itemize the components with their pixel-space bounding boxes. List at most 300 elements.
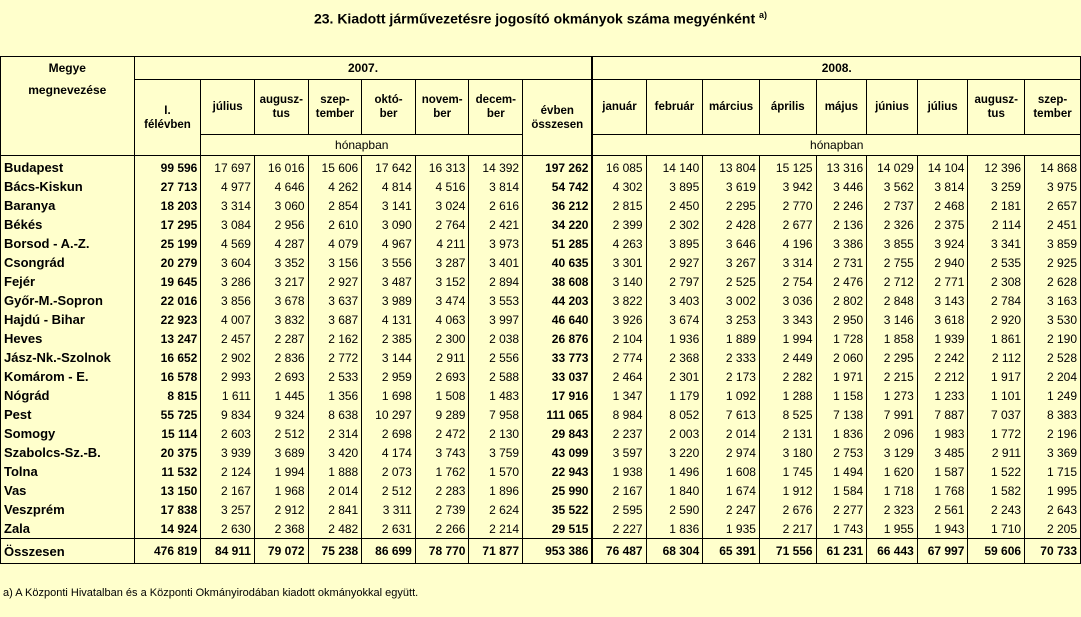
value-cell: 2 739 bbox=[415, 500, 469, 519]
value-cell: 2 451 bbox=[1025, 215, 1081, 234]
value-cell: 3 144 bbox=[362, 348, 416, 367]
county-name: Szabolcs-Sz.-B. bbox=[1, 443, 135, 462]
value-cell: 16 578 bbox=[134, 367, 201, 386]
value-cell: 8 815 bbox=[134, 386, 201, 405]
value-cell: 4 516 bbox=[415, 177, 469, 196]
table-row bbox=[1, 310, 1081, 329]
county-name: Összesen bbox=[1, 539, 135, 564]
value-cell: 20 279 bbox=[134, 253, 201, 272]
header-line-1: szep- bbox=[320, 94, 350, 106]
value-cell: 197 262 bbox=[523, 156, 593, 178]
value-cell: 2 603 bbox=[201, 424, 255, 443]
value-cell: 2 993 bbox=[201, 367, 255, 386]
value-cell: 14 868 bbox=[1025, 156, 1081, 178]
month-2008-header bbox=[703, 80, 760, 135]
value-cell: 44 203 bbox=[523, 291, 593, 310]
value-cell: 2 610 bbox=[308, 215, 362, 234]
value-cell: 7 037 bbox=[968, 405, 1025, 424]
value-cell: 2 848 bbox=[867, 291, 918, 310]
table-row bbox=[1, 253, 1081, 272]
value-cell: 2 561 bbox=[917, 500, 968, 519]
value-cell: 2 737 bbox=[867, 196, 918, 215]
value-cell: 2 482 bbox=[308, 519, 362, 539]
header-line-1: decem- bbox=[475, 94, 516, 106]
value-cell: 15 125 bbox=[759, 156, 816, 178]
table-row bbox=[1, 405, 1081, 424]
value-cell: 2 215 bbox=[867, 367, 918, 386]
value-cell: 2 242 bbox=[917, 348, 968, 367]
value-cell: 2 927 bbox=[646, 253, 703, 272]
value-cell: 7 958 bbox=[469, 405, 523, 424]
table-title bbox=[0, 10, 1081, 27]
value-cell: 1 896 bbox=[469, 481, 523, 500]
value-cell: 2 314 bbox=[308, 424, 362, 443]
header-line-1: január bbox=[602, 101, 637, 113]
value-cell: 29 843 bbox=[523, 424, 593, 443]
value-cell: 2 797 bbox=[646, 272, 703, 291]
table-row bbox=[1, 386, 1081, 405]
value-cell: 1 840 bbox=[646, 481, 703, 500]
value-cell: 4 007 bbox=[201, 310, 255, 329]
value-cell: 3 895 bbox=[646, 177, 703, 196]
value-cell: 3 814 bbox=[469, 177, 523, 196]
value-cell: 3 487 bbox=[362, 272, 416, 291]
value-cell: 2 533 bbox=[308, 367, 362, 386]
value-cell: 1 888 bbox=[308, 462, 362, 481]
value-cell: 4 262 bbox=[308, 177, 362, 196]
value-cell: 55 725 bbox=[134, 405, 201, 424]
value-cell: 14 104 bbox=[917, 156, 968, 178]
value-cell: 22 016 bbox=[134, 291, 201, 310]
header-row-months bbox=[1, 80, 1081, 135]
month-2007-header bbox=[308, 80, 362, 135]
value-cell: 13 247 bbox=[134, 329, 201, 348]
value-cell: 8 984 bbox=[592, 405, 646, 424]
year-2008-header: 2008. bbox=[592, 57, 1080, 80]
county-header-line2: megnevezése bbox=[28, 83, 107, 97]
value-cell: 1 483 bbox=[469, 386, 523, 405]
table-row bbox=[1, 196, 1081, 215]
value-cell: 1 698 bbox=[362, 386, 416, 405]
value-cell: 3 311 bbox=[362, 500, 416, 519]
value-cell: 1 356 bbox=[308, 386, 362, 405]
month-2008-header bbox=[917, 80, 968, 135]
header-line-1: február bbox=[654, 101, 695, 113]
value-cell: 4 263 bbox=[592, 234, 646, 253]
month-2008-header bbox=[968, 80, 1025, 135]
header-line-1: októ- bbox=[374, 94, 403, 106]
unit-2007-header: hónapban bbox=[201, 135, 523, 156]
value-cell: 3 220 bbox=[646, 443, 703, 462]
table-row bbox=[1, 367, 1081, 386]
value-cell: 4 569 bbox=[201, 234, 255, 253]
value-cell: 1 288 bbox=[759, 386, 816, 405]
value-cell: 2 283 bbox=[415, 481, 469, 500]
value-cell: 1 611 bbox=[201, 386, 255, 405]
value-cell: 2 282 bbox=[759, 367, 816, 386]
value-cell: 12 396 bbox=[968, 156, 1025, 178]
header-line-1: novem- bbox=[421, 94, 463, 106]
value-cell: 2 753 bbox=[816, 443, 867, 462]
value-cell: 3 975 bbox=[1025, 177, 1081, 196]
value-cell: 71 556 bbox=[759, 539, 816, 564]
value-cell: 2 287 bbox=[254, 329, 308, 348]
value-cell: 22 923 bbox=[134, 310, 201, 329]
value-cell: 1 718 bbox=[867, 481, 918, 500]
value-cell: 3 352 bbox=[254, 253, 308, 272]
value-cell: 2 927 bbox=[308, 272, 362, 291]
value-cell: 2 512 bbox=[362, 481, 416, 500]
value-cell: 7 613 bbox=[703, 405, 760, 424]
value-cell: 2 212 bbox=[917, 367, 968, 386]
month-2008-header bbox=[592, 80, 646, 135]
value-cell: 2 162 bbox=[308, 329, 362, 348]
value-cell: 1 912 bbox=[759, 481, 816, 500]
value-cell: 2 457 bbox=[201, 329, 255, 348]
value-cell: 2 167 bbox=[592, 481, 646, 500]
month-2008-header bbox=[867, 80, 918, 135]
value-cell: 2 295 bbox=[867, 348, 918, 367]
value-cell: 1 674 bbox=[703, 481, 760, 500]
value-cell: 3 259 bbox=[968, 177, 1025, 196]
month-2007-header bbox=[254, 80, 308, 135]
value-cell: 1 935 bbox=[703, 519, 760, 539]
value-cell: 2 266 bbox=[415, 519, 469, 539]
county-name: Komárom - E. bbox=[1, 367, 135, 386]
county-name: Borsod - A.-Z. bbox=[1, 234, 135, 253]
value-cell: 2 774 bbox=[592, 348, 646, 367]
county-name: Csongrád bbox=[1, 253, 135, 272]
value-cell: 2 712 bbox=[867, 272, 918, 291]
table-header bbox=[1, 57, 1081, 156]
value-cell: 3 341 bbox=[968, 234, 1025, 253]
value-cell: 3 403 bbox=[646, 291, 703, 310]
value-cell: 2 277 bbox=[816, 500, 867, 519]
value-cell: 1 273 bbox=[867, 386, 918, 405]
value-cell: 17 838 bbox=[134, 500, 201, 519]
county-name: Bács-Kiskun bbox=[1, 177, 135, 196]
county-name: Fejér bbox=[1, 272, 135, 291]
county-header-line1: Megye bbox=[48, 61, 86, 75]
month-2008-header bbox=[759, 80, 816, 135]
value-cell: 2 631 bbox=[362, 519, 416, 539]
value-cell: 2 754 bbox=[759, 272, 816, 291]
value-cell: 3 156 bbox=[308, 253, 362, 272]
value-cell: 3 942 bbox=[759, 177, 816, 196]
value-cell: 4 079 bbox=[308, 234, 362, 253]
value-cell: 68 304 bbox=[646, 539, 703, 564]
value-cell: 3 689 bbox=[254, 443, 308, 462]
value-cell: 3 343 bbox=[759, 310, 816, 329]
value-cell: 2 449 bbox=[759, 348, 816, 367]
value-cell: 8 638 bbox=[308, 405, 362, 424]
value-cell: 3 553 bbox=[469, 291, 523, 310]
value-cell: 1 768 bbox=[917, 481, 968, 500]
value-cell: 3 485 bbox=[917, 443, 968, 462]
table-row bbox=[1, 462, 1081, 481]
value-cell: 2 124 bbox=[201, 462, 255, 481]
value-cell: 3 926 bbox=[592, 310, 646, 329]
value-cell: 1 938 bbox=[592, 462, 646, 481]
value-cell: 2 841 bbox=[308, 500, 362, 519]
value-cell: 2 428 bbox=[703, 215, 760, 234]
value-cell: 16 085 bbox=[592, 156, 646, 178]
month-2008-header bbox=[816, 80, 867, 135]
value-cell: 14 029 bbox=[867, 156, 918, 178]
value-cell: 2 421 bbox=[469, 215, 523, 234]
value-cell: 2 196 bbox=[1025, 424, 1081, 443]
value-cell: 1 608 bbox=[703, 462, 760, 481]
county-name: Pest bbox=[1, 405, 135, 424]
value-cell: 3 163 bbox=[1025, 291, 1081, 310]
value-cell: 99 596 bbox=[134, 156, 201, 178]
value-cell: 2 956 bbox=[254, 215, 308, 234]
value-cell: 17 697 bbox=[201, 156, 255, 178]
value-cell: 1 584 bbox=[816, 481, 867, 500]
value-cell: 8 052 bbox=[646, 405, 703, 424]
value-cell: 2 295 bbox=[703, 196, 760, 215]
value-cell: 2 237 bbox=[592, 424, 646, 443]
value-cell: 3 939 bbox=[201, 443, 255, 462]
value-cell: 14 140 bbox=[646, 156, 703, 178]
header-line-2: tember bbox=[1033, 108, 1072, 120]
value-cell: 2 014 bbox=[703, 424, 760, 443]
value-cell: 3 060 bbox=[254, 196, 308, 215]
value-cell: 4 196 bbox=[759, 234, 816, 253]
value-cell: 75 238 bbox=[308, 539, 362, 564]
value-cell: 1 836 bbox=[646, 519, 703, 539]
value-cell: 1 158 bbox=[816, 386, 867, 405]
value-cell: 2 911 bbox=[415, 348, 469, 367]
value-cell: 3 253 bbox=[703, 310, 760, 329]
value-cell: 4 211 bbox=[415, 234, 469, 253]
value-cell: 4 302 bbox=[592, 177, 646, 196]
value-cell: 2 014 bbox=[308, 481, 362, 500]
year-total-line2: összesen bbox=[531, 118, 584, 131]
value-cell: 11 532 bbox=[134, 462, 201, 481]
value-cell: 2 528 bbox=[1025, 348, 1081, 367]
value-cell: 2 902 bbox=[201, 348, 255, 367]
value-cell: 111 065 bbox=[523, 405, 593, 424]
value-cell: 71 877 bbox=[469, 539, 523, 564]
value-cell: 2 771 bbox=[917, 272, 968, 291]
value-cell: 2 693 bbox=[415, 367, 469, 386]
value-cell: 36 212 bbox=[523, 196, 593, 215]
value-cell: 2 173 bbox=[703, 367, 760, 386]
value-cell: 3 674 bbox=[646, 310, 703, 329]
value-cell: 1 983 bbox=[917, 424, 968, 443]
value-cell: 2 657 bbox=[1025, 196, 1081, 215]
value-cell: 1 101 bbox=[968, 386, 1025, 405]
value-cell: 1 249 bbox=[1025, 386, 1081, 405]
value-cell: 2 104 bbox=[592, 329, 646, 348]
value-cell: 2 912 bbox=[254, 500, 308, 519]
value-cell: 3 129 bbox=[867, 443, 918, 462]
value-cell: 2 920 bbox=[968, 310, 1025, 329]
value-cell: 1 955 bbox=[867, 519, 918, 539]
value-cell: 1 861 bbox=[968, 329, 1025, 348]
value-cell: 2 300 bbox=[415, 329, 469, 348]
value-cell: 1 936 bbox=[646, 329, 703, 348]
header-line-1: június bbox=[875, 101, 909, 113]
county-name: Zala bbox=[1, 519, 135, 539]
county-name: Somogy bbox=[1, 424, 135, 443]
value-cell: 2 764 bbox=[415, 215, 469, 234]
table-row bbox=[1, 481, 1081, 500]
value-cell: 3 637 bbox=[308, 291, 362, 310]
value-cell: 3 143 bbox=[917, 291, 968, 310]
value-cell: 2 368 bbox=[254, 519, 308, 539]
value-cell: 13 316 bbox=[816, 156, 867, 178]
value-cell: 4 814 bbox=[362, 177, 416, 196]
value-cell: 2 399 bbox=[592, 215, 646, 234]
value-cell: 2 974 bbox=[703, 443, 760, 462]
value-cell: 2 468 bbox=[917, 196, 968, 215]
value-cell: 2 836 bbox=[254, 348, 308, 367]
table-row bbox=[1, 329, 1081, 348]
year-total-header bbox=[523, 80, 593, 156]
value-cell: 2 243 bbox=[968, 500, 1025, 519]
header-line-2: tus bbox=[987, 108, 1005, 120]
value-cell: 2 326 bbox=[867, 215, 918, 234]
header-line-1: július bbox=[927, 101, 958, 113]
value-cell: 16 016 bbox=[254, 156, 308, 178]
value-cell: 3 619 bbox=[703, 177, 760, 196]
value-cell: 84 911 bbox=[201, 539, 255, 564]
value-cell: 9 834 bbox=[201, 405, 255, 424]
value-cell: 2 476 bbox=[816, 272, 867, 291]
value-cell: 3 286 bbox=[201, 272, 255, 291]
value-cell: 18 203 bbox=[134, 196, 201, 215]
value-cell: 1 715 bbox=[1025, 462, 1081, 481]
header-line-1: szep- bbox=[1037, 94, 1068, 106]
table-row bbox=[1, 500, 1081, 519]
table-row bbox=[1, 519, 1081, 539]
value-cell: 3 743 bbox=[415, 443, 469, 462]
value-cell: 54 742 bbox=[523, 177, 593, 196]
value-cell: 2 512 bbox=[254, 424, 308, 443]
value-cell: 29 515 bbox=[523, 519, 593, 539]
value-cell: 3 474 bbox=[415, 291, 469, 310]
value-cell: 17 916 bbox=[523, 386, 593, 405]
value-cell: 3 997 bbox=[469, 310, 523, 329]
value-cell: 8 525 bbox=[759, 405, 816, 424]
value-cell: 1 968 bbox=[254, 481, 308, 500]
value-cell: 2 308 bbox=[968, 272, 1025, 291]
value-cell: 2 854 bbox=[308, 196, 362, 215]
value-cell: 17 295 bbox=[134, 215, 201, 234]
value-cell: 2 167 bbox=[201, 481, 255, 500]
county-name: Veszprém bbox=[1, 500, 135, 519]
value-cell: 27 713 bbox=[134, 177, 201, 196]
value-cell: 2 450 bbox=[646, 196, 703, 215]
value-cell: 3 855 bbox=[867, 234, 918, 253]
value-cell: 26 876 bbox=[523, 329, 593, 348]
value-cell: 76 487 bbox=[592, 539, 646, 564]
value-cell: 66 443 bbox=[867, 539, 918, 564]
value-cell: 8 383 bbox=[1025, 405, 1081, 424]
header-line-2: ber bbox=[433, 108, 452, 120]
value-cell: 2 130 bbox=[469, 424, 523, 443]
month-2007-header bbox=[201, 80, 255, 135]
value-cell: 2 181 bbox=[968, 196, 1025, 215]
county-name: Jász-Nk.-Szolnok bbox=[1, 348, 135, 367]
value-cell: 2 770 bbox=[759, 196, 816, 215]
unit-2008-header: hónapban bbox=[592, 135, 1080, 156]
value-cell: 3 859 bbox=[1025, 234, 1081, 253]
value-cell: 1 939 bbox=[917, 329, 968, 348]
value-cell: 25 199 bbox=[134, 234, 201, 253]
value-cell: 2 802 bbox=[816, 291, 867, 310]
value-cell: 3 895 bbox=[646, 234, 703, 253]
value-cell: 16 313 bbox=[415, 156, 469, 178]
value-cell: 1 582 bbox=[968, 481, 1025, 500]
table-row bbox=[1, 156, 1081, 178]
value-cell: 33 773 bbox=[523, 348, 593, 367]
value-cell: 2 247 bbox=[703, 500, 760, 519]
footnote: a) A Központi Hivatalban és a Központi Okmányirodában kiadott okmányokkal együtt. bbox=[3, 587, 419, 599]
value-cell: 51 285 bbox=[523, 234, 593, 253]
value-cell: 2 472 bbox=[415, 424, 469, 443]
value-cell: 1 620 bbox=[867, 462, 918, 481]
value-cell: 16 652 bbox=[134, 348, 201, 367]
county-name: Vas bbox=[1, 481, 135, 500]
value-cell: 3 217 bbox=[254, 272, 308, 291]
value-cell: 2 676 bbox=[759, 500, 816, 519]
value-cell: 2 246 bbox=[816, 196, 867, 215]
value-cell: 1 494 bbox=[816, 462, 867, 481]
value-cell: 3 024 bbox=[415, 196, 469, 215]
value-cell: 2 950 bbox=[816, 310, 867, 329]
value-cell: 2 205 bbox=[1025, 519, 1081, 539]
value-cell: 3 814 bbox=[917, 177, 968, 196]
value-cell: 1 092 bbox=[703, 386, 760, 405]
first-half-line2: félévben bbox=[144, 118, 191, 131]
value-cell: 70 733 bbox=[1025, 539, 1081, 564]
value-cell: 3 973 bbox=[469, 234, 523, 253]
table-row bbox=[1, 424, 1081, 443]
value-cell: 61 231 bbox=[816, 539, 867, 564]
header-line-1: március bbox=[709, 101, 754, 113]
value-cell: 2 112 bbox=[968, 348, 1025, 367]
value-cell: 13 804 bbox=[703, 156, 760, 178]
county-header bbox=[1, 57, 135, 156]
table-body bbox=[1, 156, 1081, 564]
value-cell: 38 608 bbox=[523, 272, 593, 291]
value-cell: 2 698 bbox=[362, 424, 416, 443]
value-cell: 3 597 bbox=[592, 443, 646, 462]
value-cell: 1 570 bbox=[469, 462, 523, 481]
value-cell: 3 090 bbox=[362, 215, 416, 234]
value-cell: 3 446 bbox=[816, 177, 867, 196]
value-cell: 3 267 bbox=[703, 253, 760, 272]
value-cell: 4 287 bbox=[254, 234, 308, 253]
value-cell: 1 836 bbox=[816, 424, 867, 443]
title-text: 23. Kiadott járművezetésre jogosító okmányok száma megyénként bbox=[313, 10, 756, 27]
value-cell: 1 762 bbox=[415, 462, 469, 481]
value-cell: 3 924 bbox=[917, 234, 968, 253]
value-cell: 2 595 bbox=[592, 500, 646, 519]
value-cell: 3 856 bbox=[201, 291, 255, 310]
value-cell: 4 131 bbox=[362, 310, 416, 329]
value-cell: 3 141 bbox=[362, 196, 416, 215]
value-cell: 1 347 bbox=[592, 386, 646, 405]
value-cell: 953 386 bbox=[523, 539, 593, 564]
value-cell: 9 289 bbox=[415, 405, 469, 424]
data-table bbox=[0, 56, 1081, 564]
value-cell: 14 924 bbox=[134, 519, 201, 539]
value-cell: 1 728 bbox=[816, 329, 867, 348]
